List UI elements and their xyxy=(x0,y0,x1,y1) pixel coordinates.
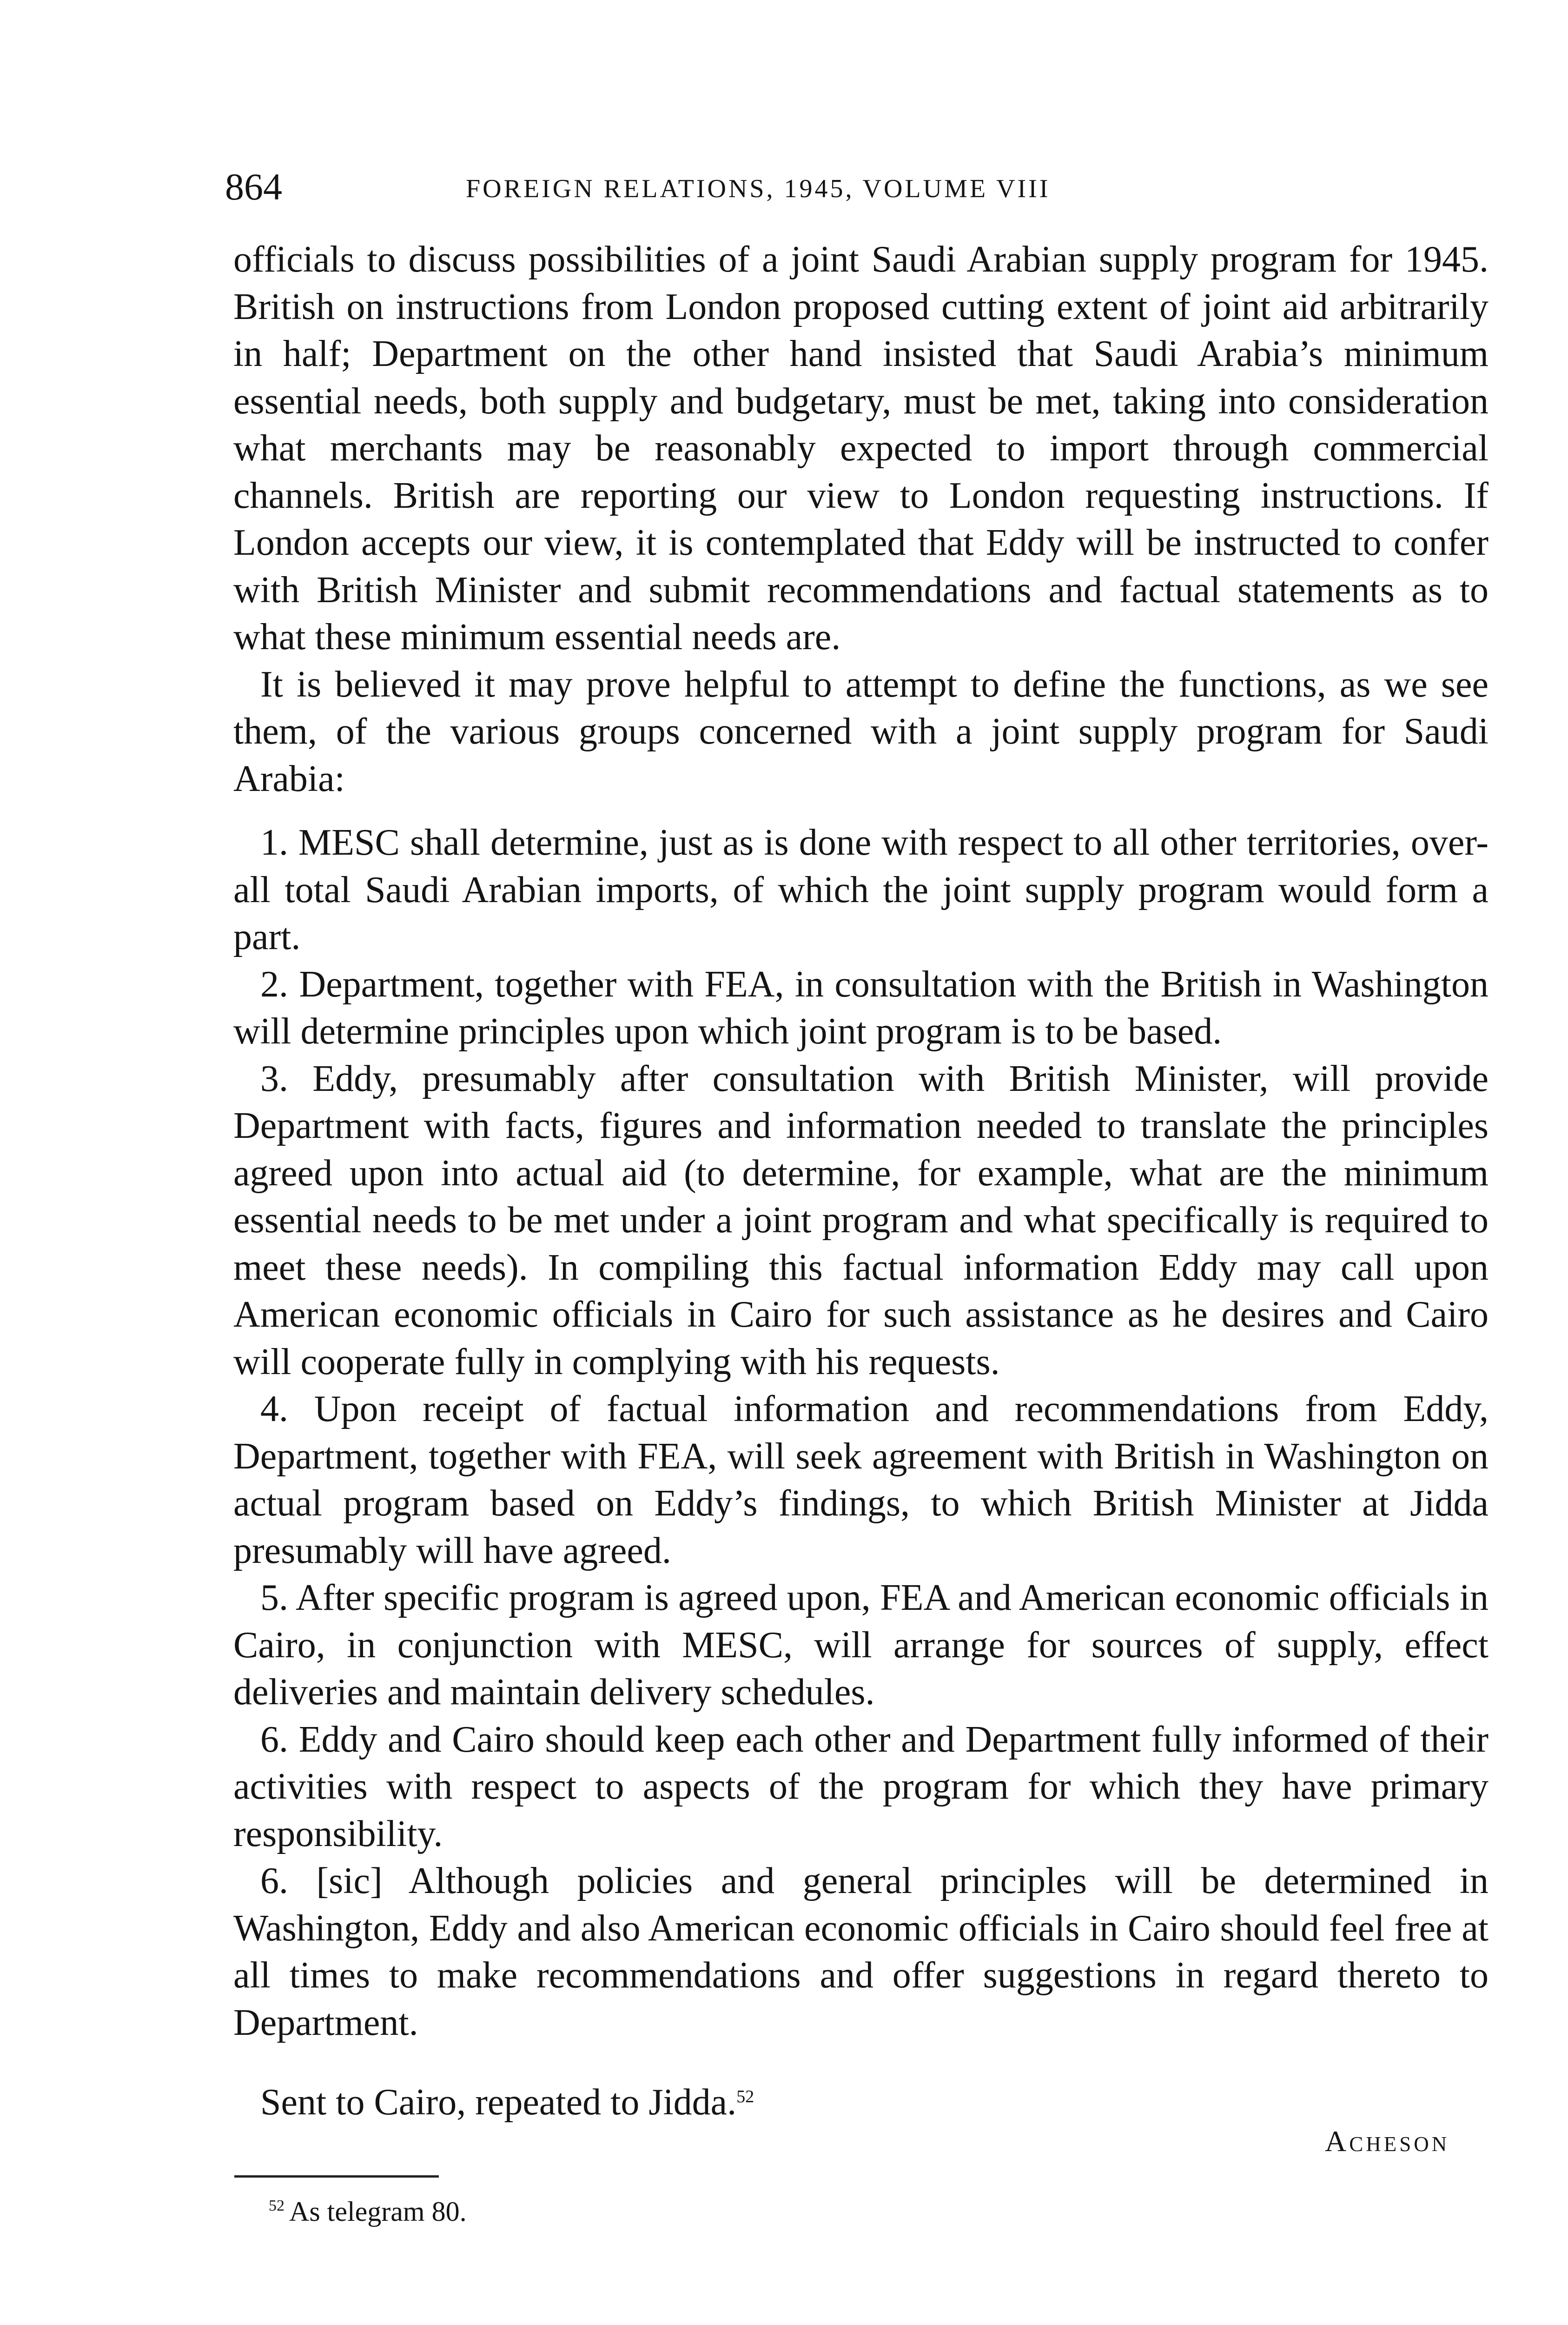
running-title: FOREIGN RELATIONS, 1945, VOLUME VIII xyxy=(466,174,1051,203)
body-text xyxy=(233,236,1489,2126)
footnote xyxy=(269,2193,467,2230)
list-item-6: 6. Eddy and Cairo should keep each other and Department fully informed of their activities with respect to aspects of the program for which they have primary responsibility. xyxy=(233,1719,1489,1854)
list-item-5: 5. After specific program is agreed upon, FEA and American economic officials in Cairo, in conjunction with MESC, will arrange for sources of supply, effect deliveries and maintain delivery schedules. xyxy=(233,1577,1489,1713)
paragraph-continuation: officials to discuss possibilities of a joint Saudi Arabian supply program for 1945. British on instructions from London proposed cutting extent of joint aid arbitrarily in half; Department on the other hand insisted that Saudi Arabia’s minimum essential needs, both supply and budgetary, must be met, taking into consideration what merchants may be reasonably expected to import through commercial channels. British are reporting our view to London requesting instructions. If London accepts our view, it is contemplated that Eddy will be instructed to confer with British Minister and submit recommendations and factual statements as to what these minimum essential needs are. xyxy=(233,239,1489,658)
list-item-2: 2. Department, together with FEA, in consultation with the British in Washington will determine principles upon which joint program is to be based. xyxy=(233,963,1489,1052)
signature: Acheson xyxy=(1325,2125,1450,2158)
footnote-marker: 52 xyxy=(269,2197,284,2214)
closing-line xyxy=(233,2079,1489,2126)
footnote-text: As telegram 80. xyxy=(289,2196,467,2227)
list-item-6-sic: 6. [sic] Although policies and general principles will be determined in Washington, Eddy and also American economic officials in Cairo should feel free at all times to make recommendations and offer suggestions in regard thereto to Department. xyxy=(233,1860,1489,2043)
running-header xyxy=(225,164,1280,215)
closing-text: Sent to Cairo, repeated to Jidda. xyxy=(260,2082,737,2123)
list-item-1: 1. MESC shall determine, just as is done with respect to all other territories, over-all total Saudi Arabian imports, of which the joint supply program would form a part. xyxy=(233,822,1489,957)
footnote-reference: 52 xyxy=(736,2087,754,2106)
list-item-3: 3. Eddy, presumably after consultation with British Minister, will provide Department with facts, figures and information needed to translate the principles agreed upon into actual aid (to determine, for example, what are the minimum essential needs to be met under a joint program and what specifically is required to meet these needs). In compiling this factual information Eddy may call upon American economic officials in Cairo for such assistance as he desires and Cairo will cooperate fully in complying with his requests. xyxy=(233,1058,1489,1382)
list-item-4: 4. Upon receipt of factual information and recommendations from Eddy, Department, together with FEA, will seek agreement with British in Washington on actual program based on Eddy’s findings, to which British Minister at Jidda presumably will have agreed. xyxy=(233,1388,1489,1571)
page-number: 864 xyxy=(225,166,282,208)
paragraph-functions-intro: It is believed it may prove helpful to attempt to define the functions, as we see them, of the various groups concerned with a joint supply program for Saudi Arabia: xyxy=(233,664,1489,799)
footnote-divider xyxy=(234,2175,439,2178)
